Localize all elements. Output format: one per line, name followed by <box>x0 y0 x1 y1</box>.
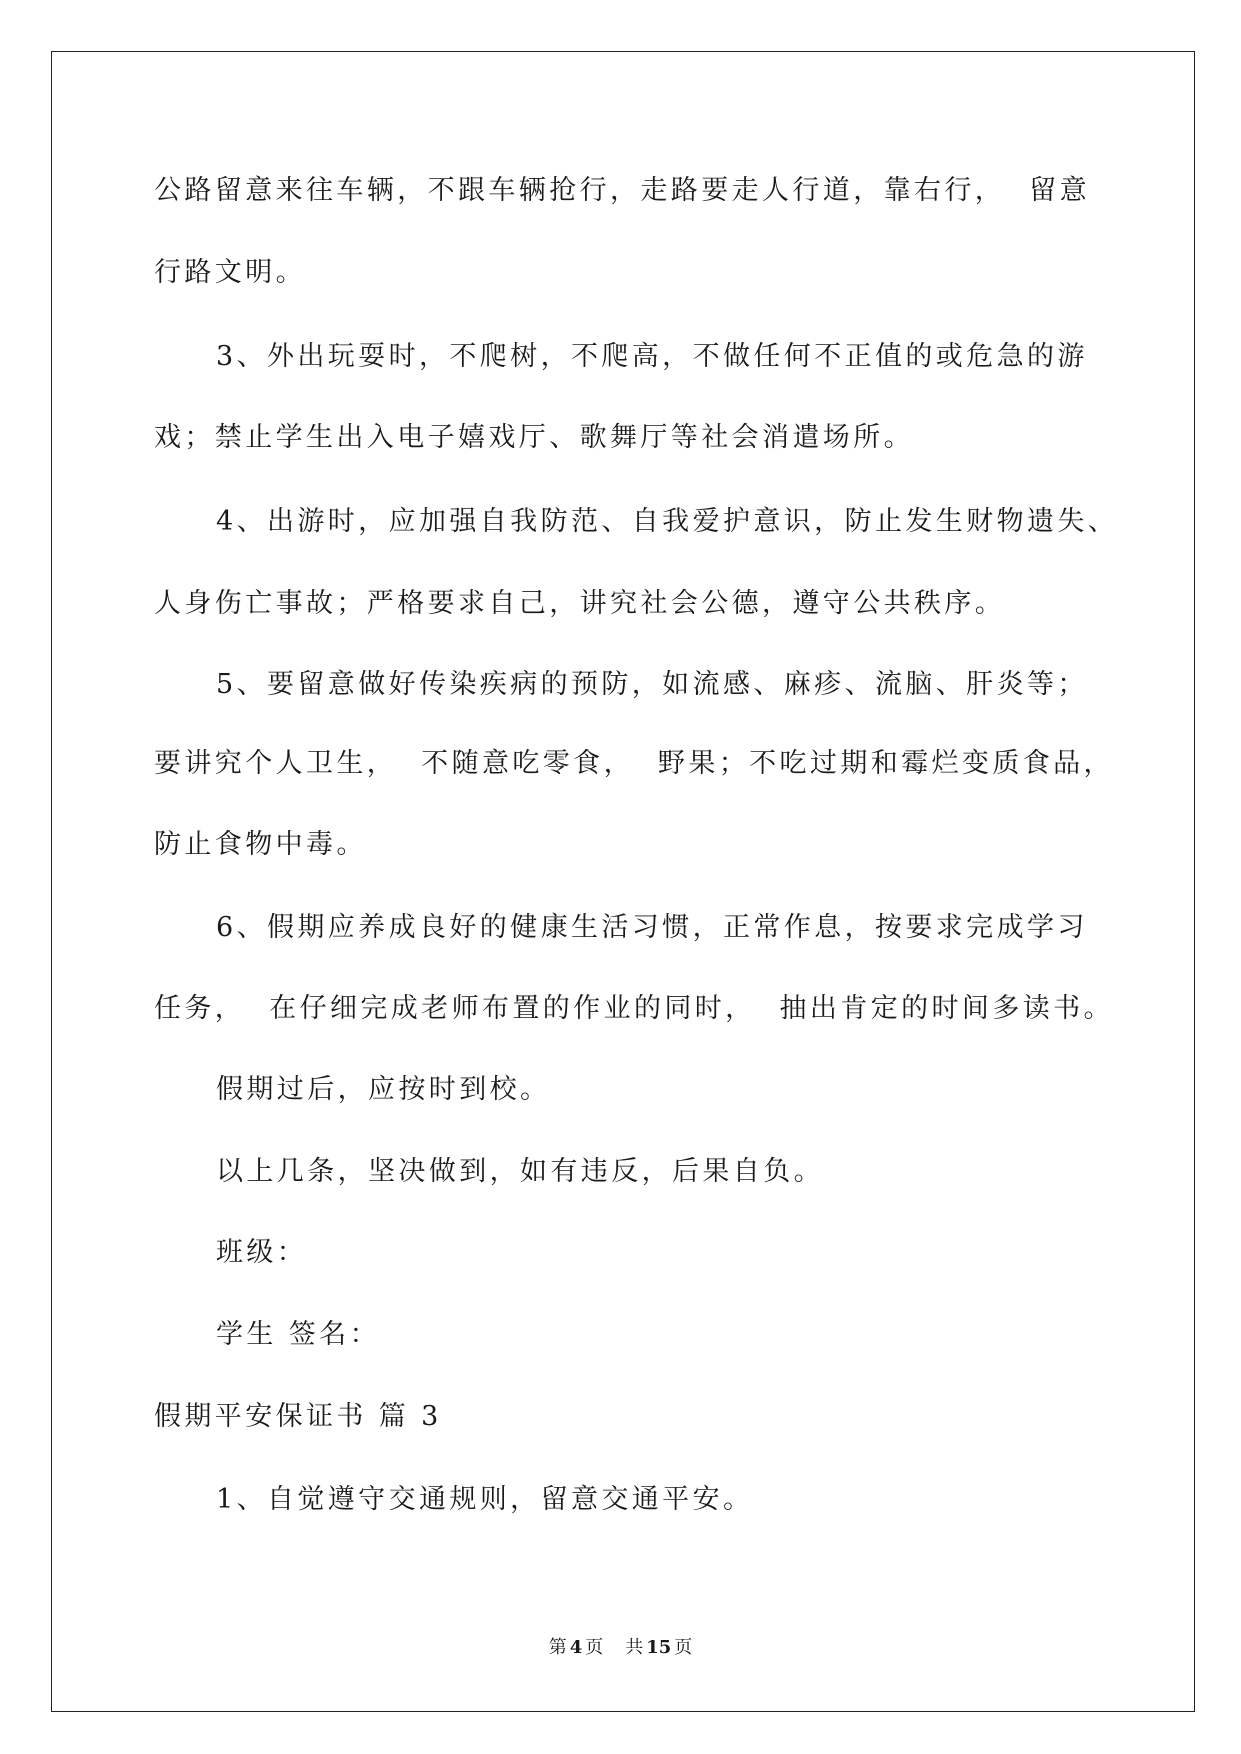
page-border <box>51 51 1195 1712</box>
page-footer <box>0 1636 1241 1660</box>
page-prefix: 第 <box>548 1637 567 1658</box>
section-heading: 假期平安保证书 篇 3 <box>154 1401 442 1432</box>
page-suffix: 页 <box>585 1637 604 1658</box>
body-line: 班级： <box>216 1237 308 1268</box>
body-line: 1、自觉遵守交通规则，留意交通平安。 <box>216 1484 754 1515</box>
current-page-number: 4 <box>569 1637 583 1658</box>
body-line: 戏；禁止学生出入电子嬉戏厅、歌舞厅等社会消遣场所。 <box>154 422 914 453</box>
body-line: 要讲究个人卫生， 不随意吃零食， 野果；不吃过期和霉烂变质食品， <box>154 748 1114 779</box>
total-prefix: 共 <box>625 1637 644 1658</box>
body-line: 公路留意来往车辆，不跟车辆抢行，走路要走人行道，靠右行， 留意 <box>154 175 1090 206</box>
body-line: 行路文明。 <box>154 257 306 288</box>
total-suffix: 页 <box>674 1637 693 1658</box>
body-line: 6、假期应养成良好的健康生活习惯，正常作息，按要求完成学习 <box>216 912 1088 943</box>
body-line: 4、出游时，应加强自我防范、自我爱护意识，防止发生财物遗失、 <box>216 506 1119 537</box>
body-line: 任务， 在仔细完成老师布置的作业的同时， 抽出肯定的时间多读书。 <box>154 993 1114 1024</box>
total-pages-number: 15 <box>646 1637 672 1658</box>
body-line: 假期过后，应按时到校。 <box>216 1074 551 1105</box>
body-line: 以上几条，坚决做到，如有违反，后果自负。 <box>216 1156 824 1187</box>
body-line: 3、外出玩耍时，不爬树，不爬高，不做任何不正值的或危急的游 <box>216 341 1088 372</box>
body-line: 人身伤亡事故；严格要求自己，讲究社会公德，遵守公共秩序。 <box>154 588 1006 619</box>
body-line: 防止食物中毒。 <box>154 829 367 860</box>
body-line: 学生 签名： <box>216 1319 380 1350</box>
body-line: 5、要留意做好传染疾病的预防，如流感、麻疹、流脑、肝炎等； <box>216 669 1088 700</box>
